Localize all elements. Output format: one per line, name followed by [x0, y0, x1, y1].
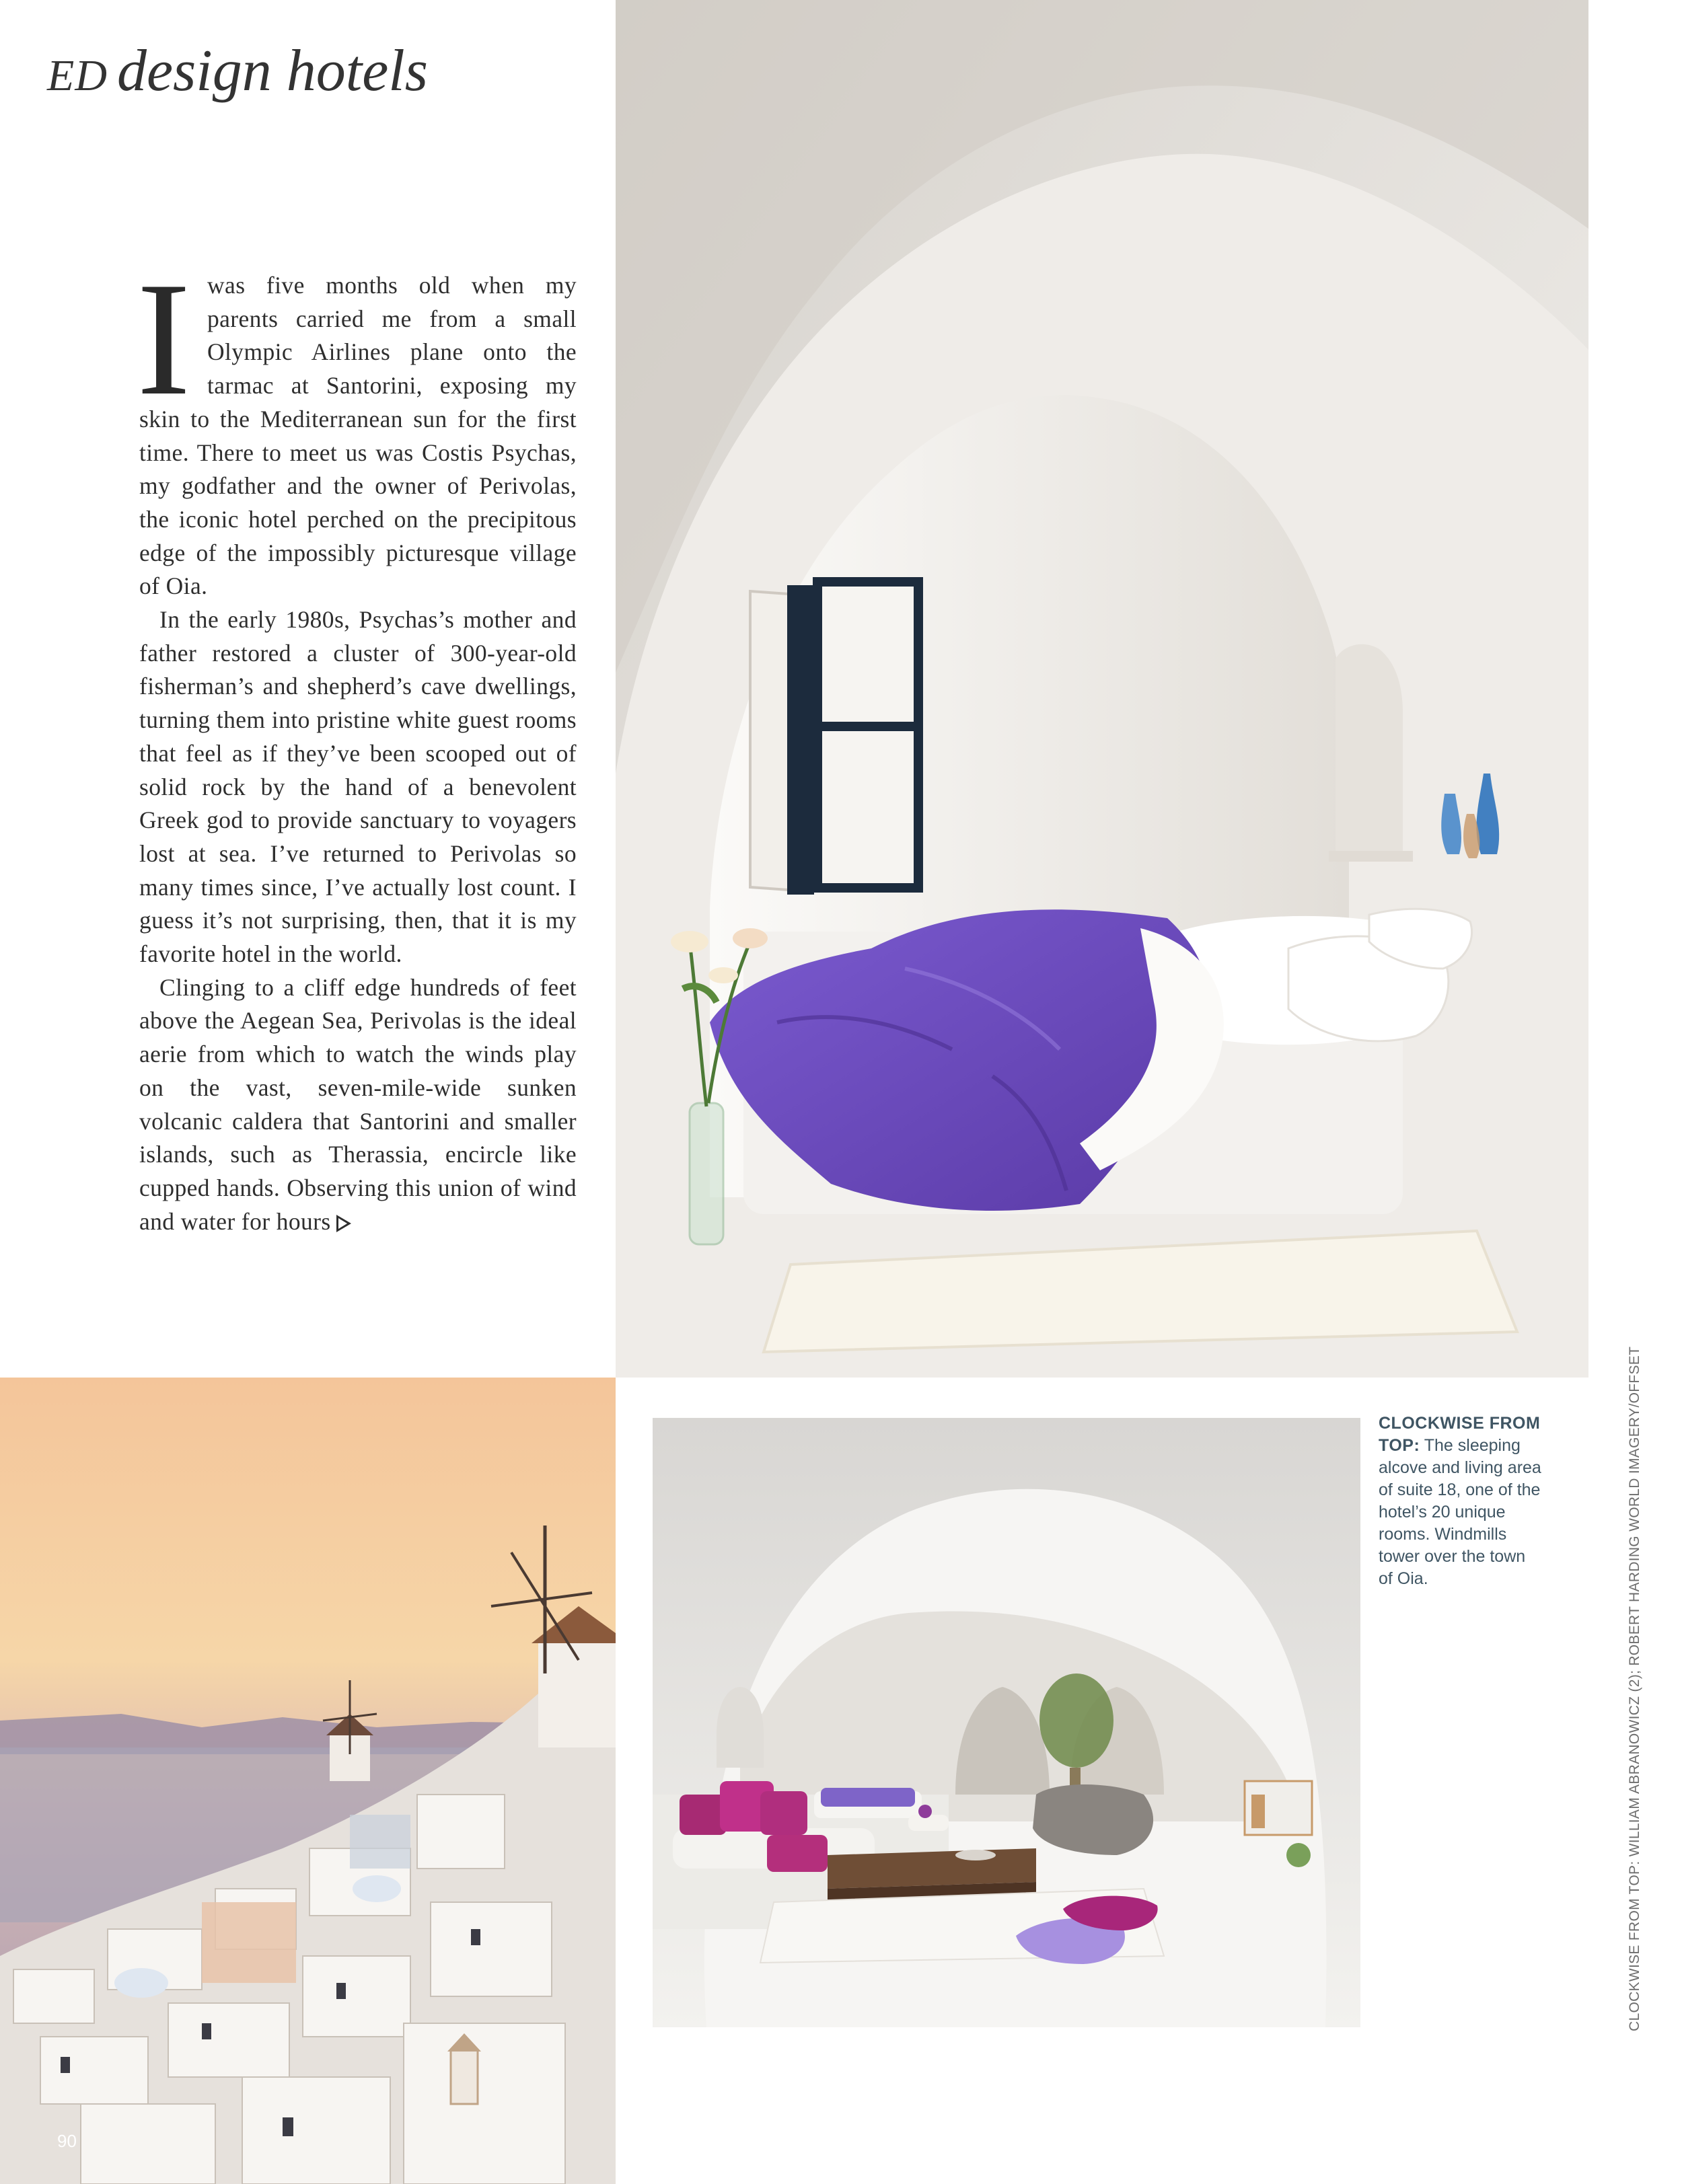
section-kicker: ED [47, 51, 108, 100]
caption-lead: CLOCKWISE FROM TOP: [1379, 1414, 1541, 1455]
photo-credit: CLOCKWISE FROM TOP: WILLIAM ABRANOWICZ (2); ROBERT HARDING WORLD IMAGERY/OFFSET [1627, 1346, 1642, 2031]
photo-oia-windmills [0, 1378, 616, 2184]
photo-sleeping-alcove [616, 0, 1588, 1378]
continue-arrow-icon [336, 1215, 351, 1232]
paragraph-1-text: was five months old when my parents carried me from a small Olympic Airlines plane onto the tarmac at Santorini, exposing my skin to the Mediterranean sun for the first time. There to meet us was Costis Psychas, my godfather and the owner of Perivolas, the iconic hotel perched on the precipitous edge of the impossibly picturesque village of Oia. [139, 272, 577, 600]
section-header [47, 37, 428, 105]
photo-living-area [653, 1418, 1360, 2027]
article-paragraph-2: In the early 1980s, Psychas’s mother and father restored a cluster of 300-year-old fisherman’s and shepherd’s cave dwellings, turning them into pristine white guest rooms that feel as if they’ve been scooped out of solid rock by the hand of a benevolent Greek god to provide sanctuary to voyagers lost at sea. I’ve returned to Perivolas so many times since, I’ve actually lost count. I guess it’s not surprising, then, that it is my favorite hotel in the world. [139, 606, 577, 968]
drop-cap: I [137, 249, 191, 429]
article-paragraph-1 [137, 249, 577, 603]
caption-text: The sleeping alcove and living area of suite 18, one of the hotel’s 20 unique rooms. Windmills tower over the town of Oia. [1379, 1436, 1541, 1588]
paragraph-3-text: Clinging to a cliff edge hundreds of feet above the Aegean Sea, Perivolas is the ideal aerie from which to watch the winds play on the vast, seven-mile-wide sunken volcanic caldera that Santorini and smaller islands, such as Therassia, encircle like cupped hands. Observing this union of wind and water for hours [139, 973, 577, 1235]
article-body [137, 249, 577, 1238]
section-title: design hotels [116, 38, 428, 104]
photo-caption [1379, 1413, 1543, 1590]
article-paragraph-3 [139, 971, 577, 1239]
page-number: 90 [57, 2131, 77, 2151]
